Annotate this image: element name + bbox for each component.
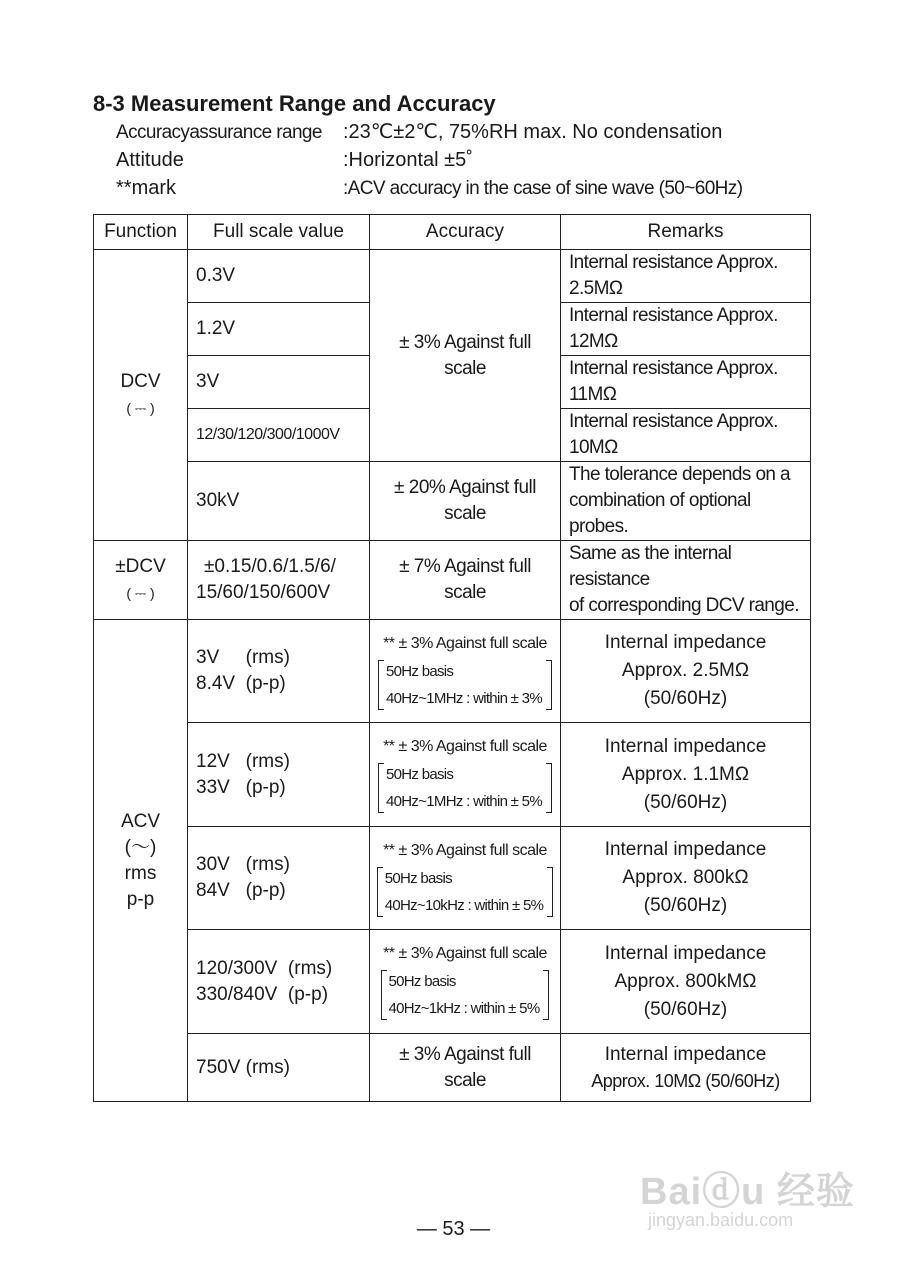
remark-pm-dcv: [561, 541, 811, 620]
header-accuracy: Accuracy: [370, 215, 561, 250]
table-row: [94, 827, 811, 930]
range-cell: [188, 827, 370, 930]
condition-attitude: [116, 148, 473, 172]
accuracy-line: ** ± 3% Against full scale: [383, 841, 547, 859]
table-row: [94, 723, 811, 827]
remark-line: combination of optional probes.: [569, 490, 751, 537]
accuracy-line: ** ± 3% Against full scale: [383, 738, 547, 755]
table-row: [94, 930, 811, 1034]
ac-symbol: (～): [124, 836, 157, 858]
watermark-logo: Baiⓓu 经验: [640, 1171, 855, 1213]
range-line: 120/300V (rms): [196, 957, 333, 979]
table-row: [94, 250, 811, 303]
accuracy-hv: ± 20% Against full scale: [370, 462, 561, 541]
remark-acv: [561, 930, 811, 1034]
condition-value: :23℃±2℃, 75%RH max. No condensation: [343, 121, 723, 143]
basis-line: 50Hz basis: [384, 869, 452, 887]
basis-bracket: [378, 761, 552, 815]
basis-line: 50Hz basis: [388, 973, 456, 990]
spec-table: [93, 214, 811, 1102]
accuracy-dcv: ± 3% Against full scale: [370, 250, 561, 462]
remark-acv: [561, 723, 811, 827]
remark-line: (50/60Hz): [643, 895, 728, 916]
header-full-scale: Full scale value: [188, 215, 370, 250]
accuracy-acv: [370, 620, 561, 723]
remark-acv: [561, 827, 811, 930]
rms-label: rms: [124, 862, 157, 884]
function-dcv: [94, 250, 188, 541]
condition-value: :Horizontal ±5˚: [343, 149, 473, 171]
basis-bracket: [377, 865, 554, 919]
remark-cell: Internal resistance Approx. 10MΩ: [561, 409, 811, 462]
remark-hv: [561, 462, 811, 541]
function-label: ACV: [120, 810, 161, 832]
accuracy-line: ** ± 3% Against full scale: [383, 945, 547, 962]
accuracy-acv-last: ± 3% Against full scale: [370, 1034, 561, 1102]
remark-line: Approx. 1.1MΩ: [621, 763, 750, 785]
basis-line: 50Hz basis: [386, 766, 454, 783]
range-line: 8.4V (p-p): [196, 673, 286, 694]
basis-bracket: [381, 968, 550, 1022]
range-cell: 0.3V: [188, 250, 370, 303]
table-header-row: [94, 215, 811, 250]
header-function: Function: [94, 215, 188, 250]
remark-line: Same as the internal resistance: [569, 543, 732, 590]
table-row: [94, 541, 811, 620]
range-line: 30V (rms): [196, 854, 290, 875]
range-line: 84V (p-p): [196, 880, 286, 901]
range-cell: [188, 620, 370, 723]
within-line: 40Hz~1kHz : within ± 5%: [388, 1000, 540, 1017]
remark-line: Approx. 800kMΩ: [614, 970, 757, 992]
range-line: 12V (rms): [196, 750, 290, 772]
remark-line: (50/60Hz): [643, 791, 728, 813]
condition-label: **mark: [116, 177, 177, 199]
dc-symbol: ( ⎓ ): [126, 400, 155, 416]
dc-symbol: ( ⎓ ): [126, 585, 155, 601]
condition-label: Attitude: [116, 149, 184, 171]
range-line: 15/60/150/600V: [196, 582, 331, 603]
range-cell: 12/30/120/300/1000V: [188, 409, 370, 462]
basis-line: 50Hz basis: [386, 662, 454, 680]
remark-line: (50/60Hz): [643, 998, 728, 1020]
remark-acv-last: [561, 1034, 811, 1102]
range-cell: [188, 930, 370, 1034]
range-cell: 30kV: [188, 462, 370, 541]
accuracy-pm-dcv: ± 7% Against full scale: [370, 541, 561, 620]
condition-value: :ACV accuracy in the case of sine wave (50~60Hz): [343, 178, 743, 199]
remark-line: Approx. 2.5MΩ: [621, 660, 750, 681]
pp-label: p-p: [126, 888, 155, 910]
watermark-url: jingyan.baidu.com: [648, 1210, 794, 1230]
remark-line: Internal impedance: [604, 942, 767, 964]
remark-line: (50/60Hz): [643, 688, 728, 709]
within-line: 40Hz~10kHz : within ± 5%: [384, 896, 544, 914]
remark-line: Internal impedance: [604, 1043, 767, 1065]
condition-accuracy-range: [116, 120, 722, 145]
condition-mark: [116, 176, 742, 201]
remark-cell: Internal resistance Approx. 11MΩ: [561, 356, 811, 409]
range-cell: 3V: [188, 356, 370, 409]
remark-cell: Internal resistance Approx. 2.5MΩ: [561, 250, 811, 303]
remark-line: Internal impedance: [604, 735, 767, 757]
remark-line: Approx. 800kΩ: [622, 867, 749, 888]
function-label: ±DCV: [115, 556, 166, 577]
remark-cell: Internal resistance Approx. 12MΩ: [561, 303, 811, 356]
range-line: 3V (rms): [196, 647, 290, 668]
accuracy-acv: [370, 827, 561, 930]
remark-line: Internal impedance: [604, 839, 767, 860]
within-line: 40Hz~1MHz : within ± 5%: [386, 793, 542, 810]
range-cell: [188, 541, 370, 620]
page-number: — 53 —: [416, 1218, 491, 1240]
within-line: 40Hz~1MHz : within ± 3%: [386, 689, 542, 707]
function-acv: [94, 620, 188, 1102]
range-line: 330/840V (p-p): [196, 983, 329, 1005]
accuracy-acv: [370, 723, 561, 827]
condition-label: Accuracyassurance range: [116, 122, 322, 143]
remark-line: Approx. 10MΩ (50/60Hz): [591, 1070, 780, 1091]
range-cell: 1.2V: [188, 303, 370, 356]
accuracy-acv: [370, 930, 561, 1034]
range-cell: 750V (rms): [188, 1034, 370, 1102]
range-cell: [188, 723, 370, 827]
basis-bracket: [378, 658, 552, 712]
remark-acv: [561, 620, 811, 723]
table-row: [94, 462, 811, 541]
range-line: 33V (p-p): [196, 776, 286, 798]
section-heading: 8-3 Measurement Range and Accuracy: [93, 91, 496, 116]
accuracy-line: ** ± 3% Against full scale: [383, 634, 547, 652]
range-line: ±0.15/0.6/1.5/6/: [204, 556, 336, 577]
function-pm-dcv: [94, 541, 188, 620]
remark-line: of corresponding DCV range.: [569, 595, 799, 616]
header-remarks: Remarks: [561, 215, 811, 250]
function-label: DCV: [120, 371, 161, 392]
remark-line: The tolerance depends on a: [569, 464, 791, 485]
table-row: [94, 1034, 811, 1102]
table-row: [94, 620, 811, 723]
remark-line: Internal impedance: [604, 632, 767, 653]
